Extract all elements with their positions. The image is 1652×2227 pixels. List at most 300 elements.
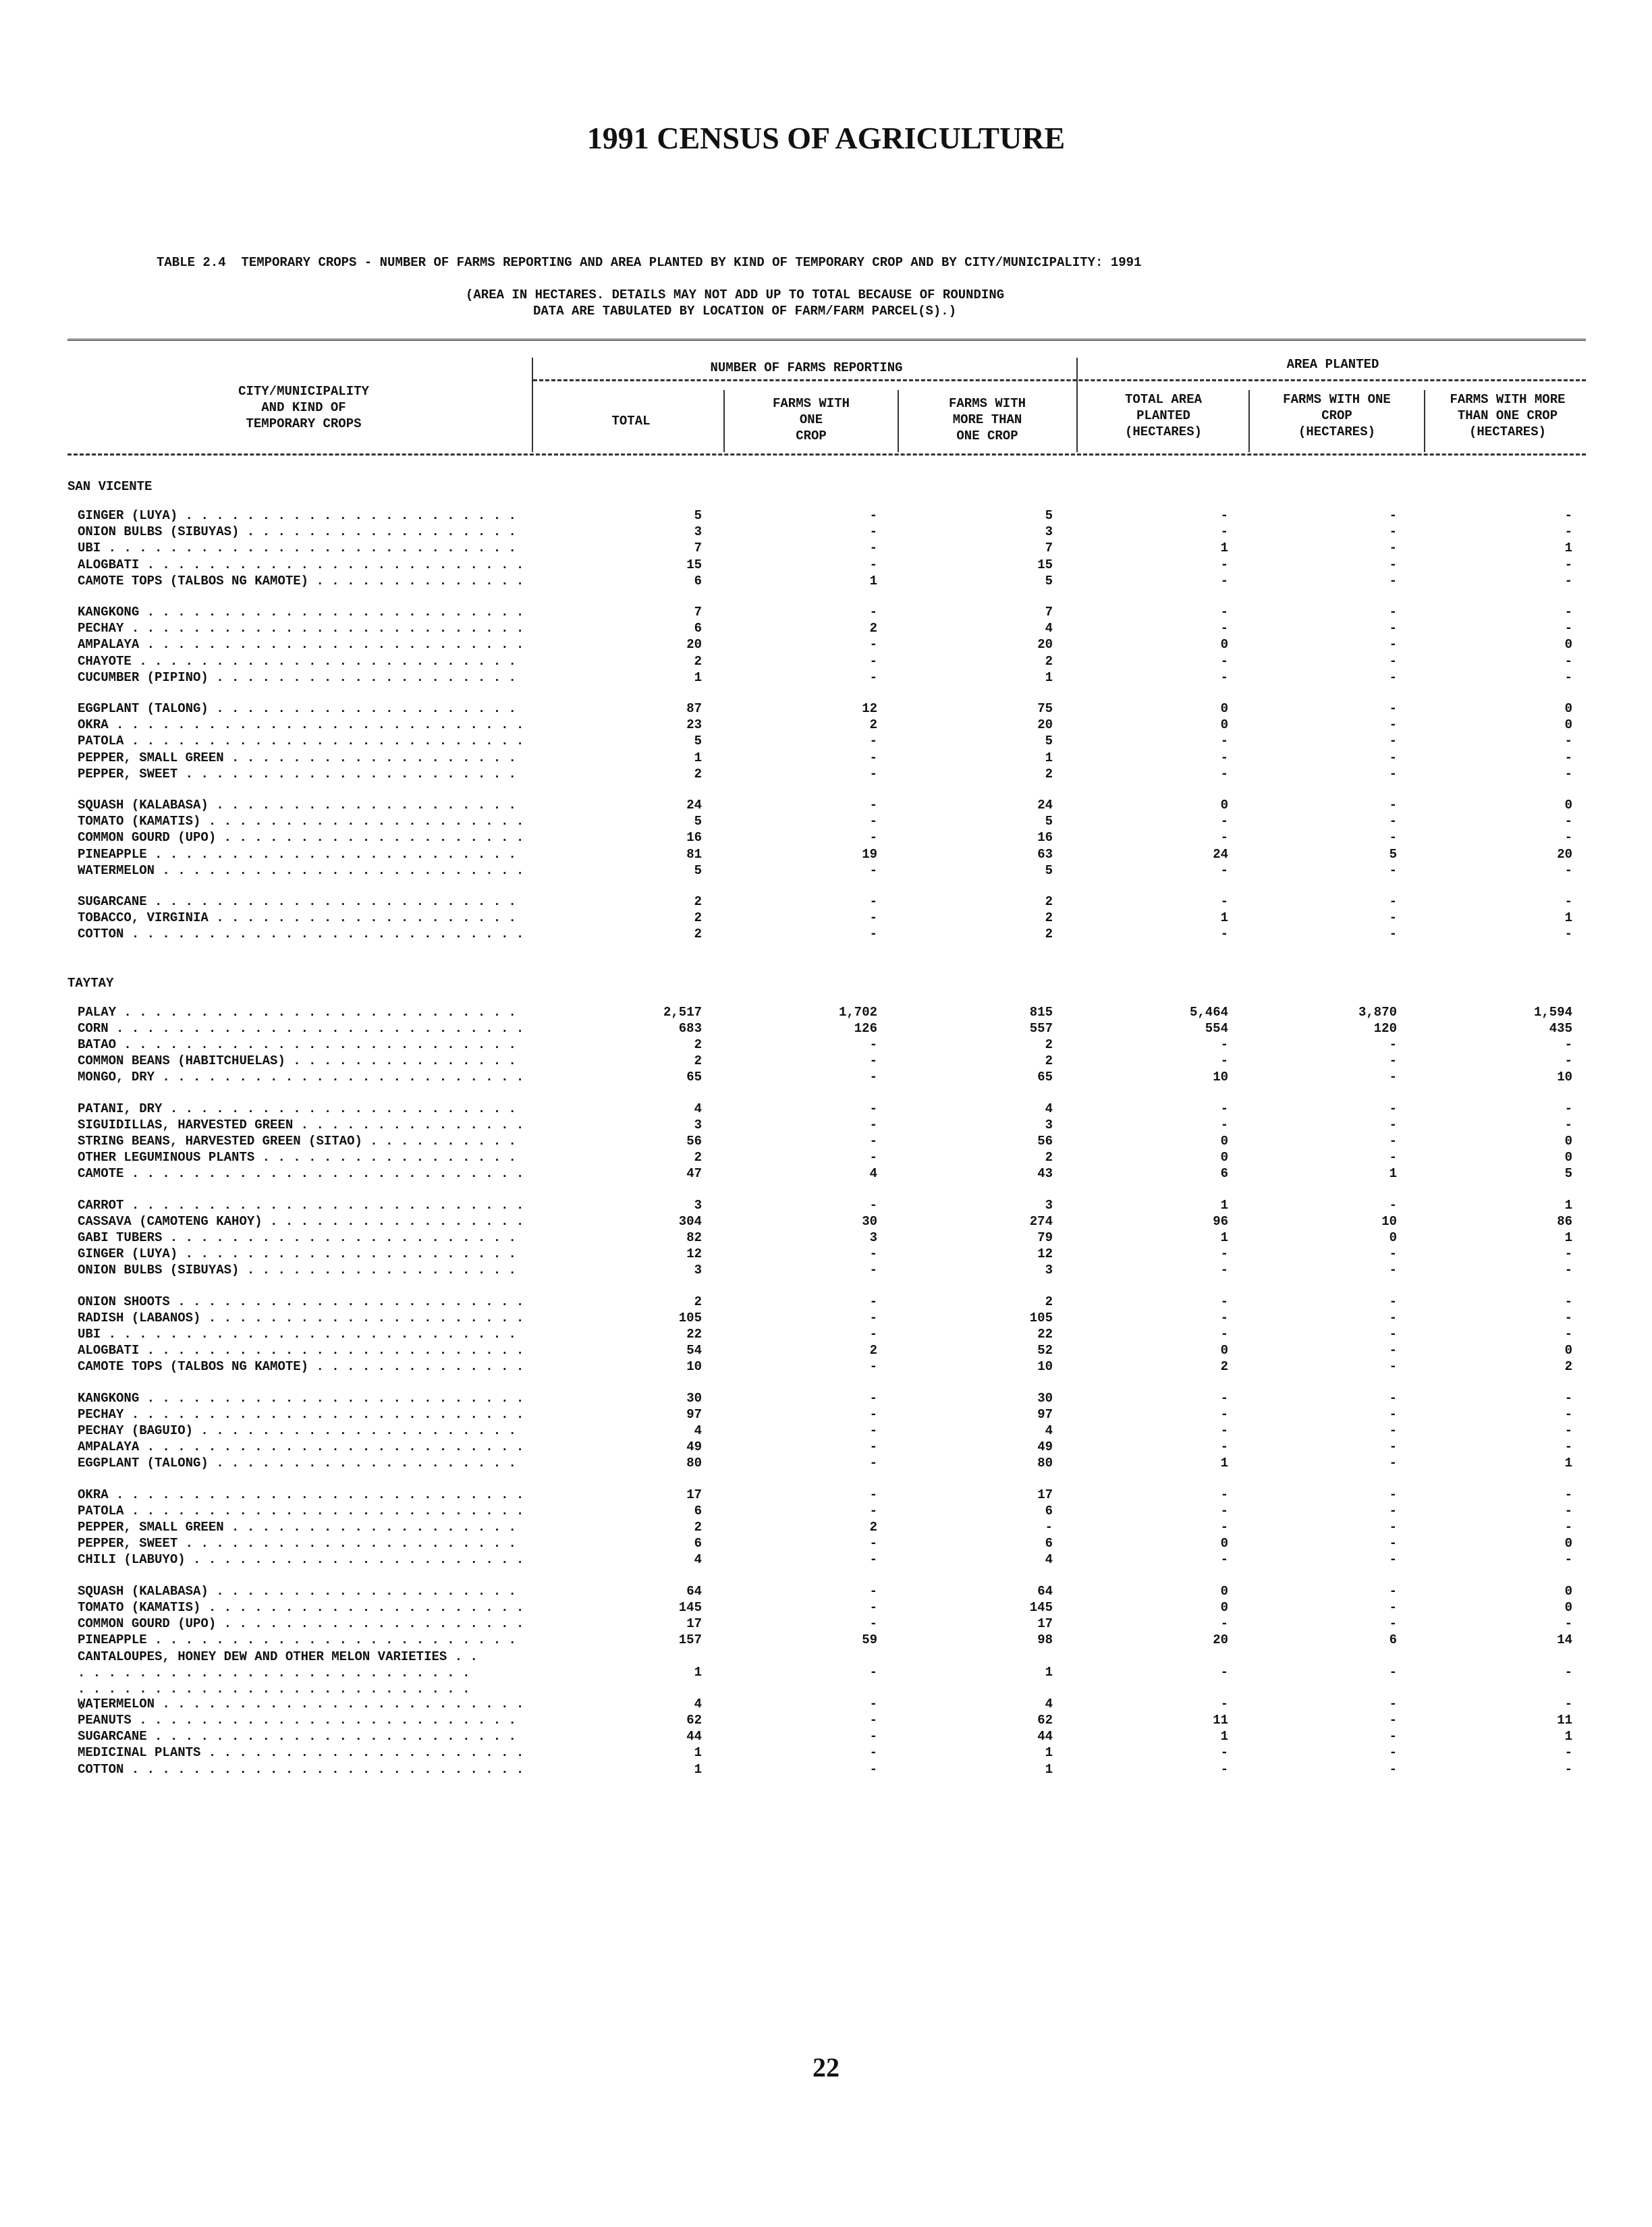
cell-area-one-crop: 0 (1389, 1230, 1397, 1245)
cell-total-farms: 1 (694, 750, 702, 765)
cell-farms-one-crop: - (869, 1487, 877, 1502)
cell-area-more-crop: - (1564, 669, 1572, 685)
cell-farms-one-crop: 1,702 (838, 1004, 877, 1020)
header-city-line3: TEMPORARY CROPS (246, 416, 362, 431)
crop-label: OKRA . . . (78, 1487, 526, 1502)
table-row (0, 910, 1652, 927)
cell-area-total: 0 (1220, 1583, 1228, 1599)
cell-area-one-crop: - (1389, 1359, 1397, 1375)
cell-total-farms: 105 (678, 1310, 702, 1325)
cell-area-more-crop: 1 (1564, 1230, 1572, 1245)
cell-area-one-crop: - (1389, 1053, 1397, 1069)
table-row (0, 1487, 1652, 1504)
cell-farms-more-crop: 4 (1045, 1101, 1053, 1116)
table-row (0, 1359, 1652, 1375)
crop-label: PEPPER, SMALL GREEN . . . (78, 750, 526, 765)
crop-label: CAMOTE TOPS (TALBOS NG KAMOTE) . . . (78, 1359, 526, 1374)
cell-total-farms: 683 (678, 1020, 702, 1036)
cell-area-one-crop: - (1389, 1101, 1397, 1116)
cell-farms-one-crop: - (869, 1616, 877, 1631)
cell-farms-more-crop: 97 (1037, 1406, 1053, 1422)
cell-farms-more-crop: 7 (1045, 605, 1053, 620)
cell-total-farms: 4 (694, 1696, 702, 1711)
cell-farms-one-crop: - (869, 1761, 877, 1777)
table-row (0, 508, 1652, 524)
section-heading: SAN VICENTE (67, 479, 153, 494)
cell-area-more-crop: - (1564, 766, 1572, 781)
cell-area-total: - (1220, 1310, 1228, 1325)
table-row (0, 524, 1652, 541)
crop-label: PECHAY . . . (78, 621, 526, 636)
cell-area-more-crop: 0 (1564, 717, 1572, 733)
cell-total-farms: 2,517 (663, 1004, 702, 1020)
cell-area-one-crop: - (1389, 637, 1397, 653)
cell-total-farms: 2 (694, 653, 702, 669)
table-row (0, 1214, 1652, 1230)
cell-total-farms: 6 (694, 1536, 702, 1551)
table-row (0, 1632, 1652, 1649)
cell-farms-one-crop: - (869, 1599, 877, 1615)
cell-area-one-crop: - (1389, 814, 1397, 829)
cell-area-more-crop: - (1564, 830, 1572, 846)
cell-area-one-crop: - (1389, 1487, 1397, 1502)
cell-area-total: 1 (1220, 1230, 1228, 1245)
crop-label: PINEAPPLE . . . (78, 1632, 526, 1647)
cell-total-farms: 2 (694, 1294, 702, 1309)
cell-farms-one-crop: - (869, 1439, 877, 1455)
cell-farms-one-crop: 126 (854, 1020, 877, 1036)
cell-area-one-crop: - (1389, 1713, 1397, 1728)
cell-total-farms: 3 (694, 1263, 702, 1278)
cell-farms-one-crop: - (869, 1101, 877, 1116)
cell-area-total: - (1220, 1263, 1228, 1278)
header-line: CROP (1321, 408, 1352, 423)
crop-label: SIGUIDILLAS, HARVESTED GREEN . . . (78, 1118, 526, 1132)
crop-label: OKRA . . . (78, 717, 526, 732)
cell-farms-one-crop: - (869, 750, 877, 765)
table-row (0, 1037, 1652, 1053)
cell-area-more-crop: - (1564, 1053, 1572, 1069)
cell-farms-one-crop: 2 (869, 1343, 877, 1358)
cell-farms-more-crop: 56 (1037, 1134, 1053, 1149)
cell-area-more-crop: 1 (1564, 1729, 1572, 1744)
cell-total-farms: 5 (694, 814, 702, 829)
cell-total-farms: 157 (678, 1632, 702, 1648)
cell-total-farms: 7 (694, 605, 702, 620)
crop-label: EGGPLANT (TALONG) . . . (78, 1456, 526, 1470)
cell-area-total: - (1220, 1439, 1228, 1455)
table-row (0, 670, 1652, 686)
cell-farms-more-crop: 2 (1045, 894, 1053, 909)
header-line: FARMS WITH (948, 396, 1026, 411)
header-line: THAN ONE CROP (1457, 408, 1558, 423)
cell-area-one-crop: - (1389, 1729, 1397, 1744)
cell-area-more-crop: 0 (1564, 1150, 1572, 1165)
cell-area-one-crop: - (1389, 1117, 1397, 1132)
cell-farms-one-crop: - (869, 524, 877, 540)
crop-label: GINGER (LUYA) . . . (78, 508, 526, 523)
table-row (0, 1391, 1652, 1407)
cell-area-total: - (1220, 750, 1228, 765)
cell-area-one-crop: - (1389, 1696, 1397, 1711)
cell-farms-more-crop: 7 (1045, 541, 1053, 556)
cell-farms-more-crop: 2 (1045, 653, 1053, 669)
cell-area-more-crop: - (1564, 814, 1572, 829)
cell-area-total: 0 (1220, 701, 1228, 716)
cell-farms-more-crop: - (1045, 1520, 1053, 1535)
cell-farms-more-crop: 79 (1037, 1230, 1053, 1245)
cell-area-total: 1 (1220, 541, 1228, 556)
cell-farms-one-crop: 1 (869, 573, 877, 588)
cell-farms-one-crop: - (869, 1117, 877, 1132)
cell-area-more-crop: - (1564, 1665, 1572, 1680)
cell-area-one-crop: - (1389, 927, 1397, 942)
crop-label: PECHAY (BAGUIO) . . . (78, 1423, 526, 1438)
cell-total-farms: 1 (694, 1761, 702, 1777)
cell-farms-more-crop: 145 (1029, 1599, 1053, 1615)
crop-label: CAMOTE . . . (78, 1166, 526, 1181)
crop-label: GABI TUBERS . . . (78, 1230, 526, 1245)
cell-area-total: 0 (1220, 1599, 1228, 1615)
cell-total-farms: 145 (678, 1599, 702, 1615)
cell-farms-more-crop: 5 (1045, 862, 1053, 878)
cell-farms-one-crop: - (869, 1037, 877, 1052)
table-row (0, 1439, 1652, 1456)
cell-farms-one-crop: - (869, 798, 877, 813)
cell-area-one-crop: - (1389, 1070, 1397, 1085)
cell-area-more-crop: 1,594 (1533, 1004, 1572, 1020)
cell-area-total: 10 (1213, 1070, 1228, 1085)
crop-label: SUGARCANE . . . (78, 894, 526, 909)
cell-farms-one-crop: - (869, 653, 877, 669)
header-bottom-rule (67, 453, 1586, 456)
cell-area-more-crop: - (1564, 1520, 1572, 1535)
cell-farms-more-crop: 274 (1029, 1213, 1053, 1229)
cell-area-total: - (1220, 508, 1228, 523)
table-row (0, 1005, 1652, 1021)
cell-farms-more-crop: 17 (1037, 1616, 1053, 1631)
crop-label: PALAY . . . (78, 1005, 526, 1020)
table-row (0, 654, 1652, 670)
crop-label: CANTALOUPES, HONEY DEW AND OTHER MELON VARIETIES . . . (78, 1649, 483, 1713)
header-top-rule (67, 339, 1586, 345)
cell-area-one-crop: - (1389, 1665, 1397, 1680)
cell-area-one-crop: - (1389, 1599, 1397, 1615)
cell-area-more-crop: 0 (1564, 1599, 1572, 1615)
cell-farms-one-crop: - (869, 927, 877, 942)
cell-area-more-crop: - (1564, 927, 1572, 942)
header-area-one-crop (1251, 391, 1423, 440)
cell-farms-more-crop: 2 (1045, 1037, 1053, 1052)
cell-farms-one-crop: - (869, 1406, 877, 1422)
crop-label: PEANUTS . . . (78, 1713, 526, 1728)
cell-area-more-crop: 1 (1564, 1197, 1572, 1213)
table-row (0, 1263, 1652, 1279)
cell-farms-one-crop: - (869, 830, 877, 846)
cell-farms-more-crop: 3 (1045, 1197, 1053, 1213)
cell-area-total: 2 (1220, 1359, 1228, 1375)
header-line: ONE (799, 412, 823, 427)
cell-area-more-crop: 14 (1557, 1632, 1572, 1648)
cell-area-one-crop: - (1389, 1406, 1397, 1422)
cell-farms-one-crop: 3 (869, 1230, 877, 1245)
table-row (0, 1697, 1652, 1713)
cell-area-total: - (1220, 1101, 1228, 1116)
cell-area-total: 1 (1220, 1456, 1228, 1471)
cell-area-total: - (1220, 524, 1228, 540)
cell-farms-more-crop: 6 (1045, 1503, 1053, 1518)
cell-area-more-crop: - (1564, 605, 1572, 620)
table-row (0, 1343, 1652, 1359)
cell-area-total: - (1220, 1423, 1228, 1438)
cell-total-farms: 3 (694, 1197, 702, 1213)
cell-farms-one-crop: 2 (869, 717, 877, 733)
cell-area-more-crop: - (1564, 1761, 1572, 1777)
cell-farms-more-crop: 815 (1029, 1004, 1053, 1020)
cell-area-more-crop: - (1564, 894, 1572, 909)
header-divider (1076, 358, 1078, 452)
cell-total-farms: 3 (694, 1117, 702, 1132)
cell-farms-more-crop: 15 (1037, 557, 1053, 572)
header-line: ONE CROP (956, 429, 1018, 443)
cell-farms-more-crop: 2 (1045, 1294, 1053, 1309)
table-row (0, 701, 1652, 717)
cell-farms-one-crop: 12 (862, 701, 877, 716)
cell-area-more-crop: 0 (1564, 1583, 1572, 1599)
cell-area-one-crop: - (1389, 798, 1397, 813)
cell-area-more-crop: - (1564, 1552, 1572, 1568)
crop-label: COMMON GOURD (UPO) . . . (78, 830, 526, 845)
cell-farms-one-crop: 4 (869, 1166, 877, 1182)
crop-label: TOBACCO, VIRGINIA . . . (78, 910, 526, 925)
cell-area-total: - (1220, 1117, 1228, 1132)
cell-area-total: 0 (1220, 637, 1228, 653)
cell-total-farms: 65 (686, 1070, 702, 1085)
crop-label: PATANI, DRY . . . (78, 1101, 526, 1116)
cell-total-farms: 3 (694, 524, 702, 540)
cell-area-total: - (1220, 1246, 1228, 1262)
header-sub-rule (533, 379, 1586, 381)
header-line: FARMS WITH MORE (1450, 392, 1566, 407)
cell-area-total: - (1220, 927, 1228, 942)
table-row (0, 1504, 1652, 1520)
cell-area-more-crop: - (1564, 653, 1572, 669)
cell-area-one-crop: - (1389, 541, 1397, 556)
cell-area-total: - (1220, 734, 1228, 749)
cell-farms-more-crop: 12 (1037, 1246, 1053, 1262)
cell-total-farms: 23 (686, 717, 702, 733)
cell-area-more-crop: 2 (1564, 1359, 1572, 1375)
cell-area-one-crop: - (1389, 653, 1397, 669)
cell-total-farms: 2 (694, 910, 702, 926)
cell-farms-one-crop: - (869, 734, 877, 749)
cell-farms-one-crop: - (869, 1070, 877, 1085)
cell-area-one-crop: - (1389, 1037, 1397, 1052)
cell-farms-one-crop: - (869, 1503, 877, 1518)
cell-total-farms: 5 (694, 862, 702, 878)
header-line: FARMS WITH (772, 396, 850, 411)
cell-area-total: 20 (1213, 1632, 1228, 1648)
table-row (0, 1423, 1652, 1439)
cell-area-more-crop: - (1564, 1263, 1572, 1278)
table-row (0, 847, 1652, 863)
table-note-line1: (AREA IN HECTARES. DETAILS MAY NOT ADD UP TO TOTAL BECAUSE OF ROUNDING (466, 287, 1005, 302)
cell-farms-more-crop: 4 (1045, 1696, 1053, 1711)
cell-total-farms: 2 (694, 927, 702, 942)
cell-total-farms: 81 (686, 846, 702, 862)
cell-total-farms: 17 (686, 1616, 702, 1631)
table-row (0, 767, 1652, 783)
cell-farms-one-crop: - (869, 1456, 877, 1471)
cell-total-farms: 62 (686, 1713, 702, 1728)
cell-area-one-crop: - (1389, 573, 1397, 588)
crop-label: SQUASH (KALABASA) . . . (78, 798, 526, 813)
header-line: TOTAL AREA (1124, 392, 1203, 407)
crop-label: SUGARCANE . . . (78, 1729, 526, 1744)
table-row (0, 1584, 1652, 1600)
table-row (0, 1762, 1652, 1778)
cell-farms-one-crop: - (869, 508, 877, 523)
header-area-more-crop (1427, 391, 1589, 440)
table-row (0, 574, 1652, 590)
cell-area-total: - (1220, 894, 1228, 909)
crop-label: MEDICINAL PLANTS . . . (78, 1745, 526, 1760)
header-farms-one-crop (726, 395, 896, 444)
header-divider (1424, 390, 1425, 452)
cell-total-farms: 4 (694, 1423, 702, 1438)
cell-area-more-crop: - (1564, 1423, 1572, 1438)
table-note-line2: DATA ARE TABULATED BY LOCATION OF FARM/FARM PARCEL(S).) (533, 304, 957, 319)
cell-area-one-crop: 5 (1389, 846, 1397, 862)
table-row (0, 605, 1652, 621)
crop-label: COMMON BEANS (HABITCHUELAS) . . . (78, 1053, 526, 1068)
cell-farms-more-crop: 5 (1045, 734, 1053, 749)
cell-total-farms: 2 (694, 1053, 702, 1069)
cell-farms-one-crop: - (869, 1713, 877, 1728)
crop-label: WATERMELON . . . (78, 1697, 526, 1711)
cell-farms-more-crop: 44 (1037, 1729, 1053, 1744)
cell-farms-more-crop: 16 (1037, 830, 1053, 846)
cell-area-total: - (1220, 1552, 1228, 1568)
cell-total-farms: 30 (686, 1390, 702, 1406)
cell-area-more-crop: 435 (1549, 1020, 1572, 1036)
cell-total-farms: 10 (686, 1359, 702, 1375)
cell-area-total: - (1220, 1053, 1228, 1069)
table-row (0, 1552, 1652, 1568)
cell-farms-one-crop: 19 (862, 846, 877, 862)
header-line: PLANTED (1136, 408, 1190, 423)
cell-total-farms: 2 (694, 894, 702, 909)
cell-area-total: - (1220, 1665, 1228, 1680)
cell-farms-more-crop: 3 (1045, 1117, 1053, 1132)
table-row (0, 798, 1652, 814)
cell-area-total: - (1220, 1616, 1228, 1631)
section-heading: TAYTAY (67, 975, 114, 991)
cell-area-more-crop: 86 (1557, 1213, 1572, 1229)
cell-area-total: - (1220, 621, 1228, 636)
cell-area-more-crop: 0 (1564, 1343, 1572, 1358)
cell-farms-one-crop: - (869, 1390, 877, 1406)
cell-area-one-crop: - (1389, 1583, 1397, 1599)
cell-total-farms: 5 (694, 734, 702, 749)
cell-area-total: - (1220, 814, 1228, 829)
header-city-line1: CITY/MUNICIPALITY (238, 384, 369, 399)
cell-total-farms: 49 (686, 1439, 702, 1455)
cell-area-more-crop: - (1564, 1246, 1572, 1262)
cell-farms-more-crop: 49 (1037, 1439, 1053, 1455)
cell-area-more-crop: - (1564, 1101, 1572, 1116)
crop-label: PECHAY . . . (78, 1407, 526, 1422)
cell-total-farms: 2 (694, 1150, 702, 1165)
cell-area-more-crop: 1 (1564, 1456, 1572, 1471)
table-row (0, 717, 1652, 734)
cell-farms-one-crop: - (869, 1294, 877, 1309)
cell-area-total: 6 (1220, 1166, 1228, 1182)
cell-area-one-crop: - (1389, 894, 1397, 909)
crop-label: WATERMELON . . . (78, 863, 526, 878)
cell-farms-one-crop: - (869, 1263, 877, 1278)
cell-farms-more-crop: 20 (1037, 717, 1053, 733)
header-total: TOTAL (611, 414, 651, 429)
cell-total-farms: 1 (694, 669, 702, 685)
cell-area-one-crop: - (1389, 1745, 1397, 1761)
cell-area-more-crop: 20 (1557, 846, 1572, 862)
cell-area-one-crop: - (1389, 1327, 1397, 1342)
crop-label: COTTON . . . (78, 1762, 526, 1777)
cell-area-total: 0 (1220, 798, 1228, 813)
cell-total-farms: 4 (694, 1552, 702, 1568)
table-row (0, 863, 1652, 879)
cell-area-more-crop: 11 (1557, 1713, 1572, 1728)
cell-farms-more-crop: 5 (1045, 573, 1053, 588)
cell-area-more-crop: - (1564, 1503, 1572, 1518)
cell-area-more-crop: 0 (1564, 1134, 1572, 1149)
cell-farms-one-crop: - (869, 1665, 877, 1680)
table-row (0, 1520, 1652, 1536)
crop-label: TOMATO (KAMATIS) . . . (78, 1600, 526, 1615)
header-farms-reporting: NUMBER OF FARMS REPORTING (710, 360, 903, 375)
cell-area-more-crop: - (1564, 1439, 1572, 1455)
cell-farms-one-crop: - (869, 1053, 877, 1069)
cell-total-farms: 47 (686, 1166, 702, 1182)
cell-area-total: 11 (1213, 1713, 1228, 1728)
cell-area-one-crop: 10 (1381, 1213, 1397, 1229)
cell-total-farms: 6 (694, 1503, 702, 1518)
cell-total-farms: 44 (686, 1729, 702, 1744)
cell-farms-more-crop: 63 (1037, 846, 1053, 862)
table-row (0, 541, 1652, 557)
cell-area-one-crop: - (1389, 717, 1397, 733)
cell-area-one-crop: - (1389, 1343, 1397, 1358)
cell-area-more-crop: - (1564, 1037, 1572, 1052)
header-line: (HECTARES) (1124, 424, 1203, 439)
header-city (162, 383, 445, 432)
header-line: FARMS WITH ONE (1283, 392, 1391, 407)
crop-label: AMPALAYA . . . (78, 1439, 526, 1454)
cell-area-total: 1 (1220, 910, 1228, 926)
cell-area-more-crop: - (1564, 621, 1572, 636)
cell-farms-more-crop: 17 (1037, 1487, 1053, 1502)
table-row (0, 750, 1652, 767)
cell-area-one-crop: - (1389, 621, 1397, 636)
cell-farms-one-crop: - (869, 1552, 877, 1568)
table-caption: TABLE 2.4 TEMPORARY CROPS - NUMBER OF FARMS REPORTING AND AREA PLANTED BY KIND OF TEMPORARY CROP AND BY CITY/MUNICIPALITY: 1991 (157, 255, 1142, 270)
cell-farms-more-crop: 2 (1045, 1150, 1053, 1165)
cell-farms-more-crop: 2 (1045, 927, 1053, 942)
cell-farms-one-crop: 2 (869, 621, 877, 636)
cell-total-farms: 15 (686, 557, 702, 572)
cell-total-farms: 22 (686, 1327, 702, 1342)
